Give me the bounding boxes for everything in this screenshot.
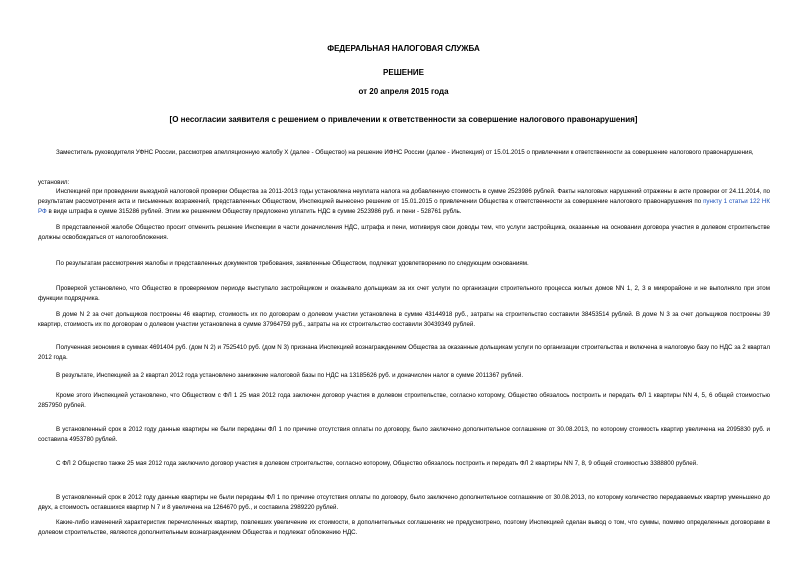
paragraph-complaint: В представленной жалобе Общество просит отменить решение Инспекции в части доначисления НДС, штрафа и пени, мотивируя свои доводы тем, что услуги застройщика, оказанные на основании договора участия в долевом строительстве должны освобождаться от налогообложения. xyxy=(38,224,770,241)
law-article-link[interactable]: пункту 1 статьи 122 НК РФ xyxy=(38,198,770,215)
paragraph-houses: В доме N 2 за счет дольщиков построены 46 квартир, стоимость их по договорам о долевом участии установлена в сумме 43144918 руб., затраты на строительство составили 38453514 рублей. В доме N 3 за счет дольщиков построены 39 квартир, стоимость их по договорам о долевом участии установлена в сумме 37964759 руб., затраты на их строительство составили 30439349 рублей. xyxy=(38,311,770,328)
paragraph-intro: Заместитель руководителя УФНС России, рассмотрев апелляционную жалобу Х (далее - Общество) на решение ИФНС России (далее - Инспекция) от 15.01.2015 о привлечении к ответственности за совершение налогового правонарушения, xyxy=(56,149,754,156)
established-label: установил: xyxy=(38,179,70,186)
paragraph-findings xyxy=(38,187,770,217)
paragraph-contract-fl1: Кроме этого Инспекцией установлено, что Обществом с ФЛ 1 25 мая 2012 года заключен договор участия в долевом строительстве, согласно которому, Общество обязалось построить и передать ФЛ 1 квартиры NN 4, 5, 6 общей стоимостью 2857950 рублей. xyxy=(38,392,770,409)
paragraph-savings: Полученная экономия в суммах 4691404 руб. (дом N 2) и 7525410 руб. (дом N 3) признана Инспекцией вознаграждением Общества за оказанные дольщикам услуги по организации строительства и включена в налоговую базу по НДС за 2 квартал 2012 года. xyxy=(38,344,770,361)
paragraph-developer: Проверкой установлено, что Общество в проверяемом периоде выступало застройщиком и оказывало дольщикам за их счет услуги по организации строительного процесса жилых домов NN 1, 2, 3 в микрорайоне и не выполняло при этом функции подрядчика. xyxy=(38,285,770,302)
paragraph-agreement-fl2: В установленный срок в 2012 году данные квартиры не были переданы ФЛ 1 по причине отсутствия оплаты по договору, было заключено дополнительное соглашение от 30.08.2013, по которому количество передаваемых квартир уменьшено до двух, а стоимость оставшихся квартир N 7 и 8 увеличена на 1264670 руб., и составила 2989220 рублей. xyxy=(38,494,770,511)
document-type: РЕШЕНИЕ xyxy=(383,68,424,77)
paragraph-findings-part2: в виде штрафа в сумме 315286 рублей. Этим же решением Обществу предложено уплатить НДС в сумме 2523986 руб. и пени - 528761 рубль. xyxy=(46,208,462,215)
paragraph-agreement-fl1: В установленный срок в 2012 году данные квартиры не были переданы ФЛ 1 по причине отсутствия оплаты по договору, было заключено дополнительное соглашение от 30.08.2013, по которому стоимость квартир увеличена на 2095830 руб. и составила 4953780 рублей. xyxy=(38,426,770,443)
issuing-authority: ФЕДЕРАЛЬНАЯ НАЛОГОВАЯ СЛУЖБА xyxy=(327,44,480,53)
document-date: от 20 апреля 2015 года xyxy=(358,87,449,96)
document-subject: [О несогласии заявителя с решением о привлечении к ответственности за совершение налогового правонарушения] xyxy=(169,115,638,124)
paragraph-findings-part1: Инспекцией при проведении выездной налоговой проверки Общества за 2011-2013 годы установлена неуплата налога на добавленную стоимость в сумме 2523986 рублей. Факты налоговых нарушений отражены в акте проверки от 24.11.2014, по результатам рассмотрения акта и письменных возражений, представленных Обществом, Инспекцией вынесено решение от 15.01.2015 о привлечении Общества к ответственности за совершение налогового правонарушения по xyxy=(38,188,770,205)
paragraph-contract-fl2: С ФЛ 2 Общество также 25 мая 2012 года заключило договор участия в долевом строительстве, согласно которому, Общество обязалось построить и передать ФЛ 2 квартиры NN 7, 8, 9 общей стоимостью 3388800 рублей. xyxy=(56,460,698,467)
paragraph-resolution: По результатам рассмотрения жалобы и представленных документов требования, заявленные Обществом, подлежат удовлетворению по следующим основаниям. xyxy=(56,260,529,267)
paragraph-conclusion: Какие-либо изменений характеристик перечисленных квартир, повлекших увеличение их стоимости, в дополнительных соглашениях не предусмотрено, поэтому Инспекцией сделан вывод о том, что суммы, помимо определенных договорами в долевом строительстве, являются дополнительным вознаграждением Общества и подлежат обложению НДС. xyxy=(38,519,770,536)
paragraph-result: В результате, Инспекцией за 2 квартал 2012 года установлено занижение налоговой базы по НДС на 13185626 руб. и доначислен налог в сумме 2011367 рублей. xyxy=(56,372,524,379)
